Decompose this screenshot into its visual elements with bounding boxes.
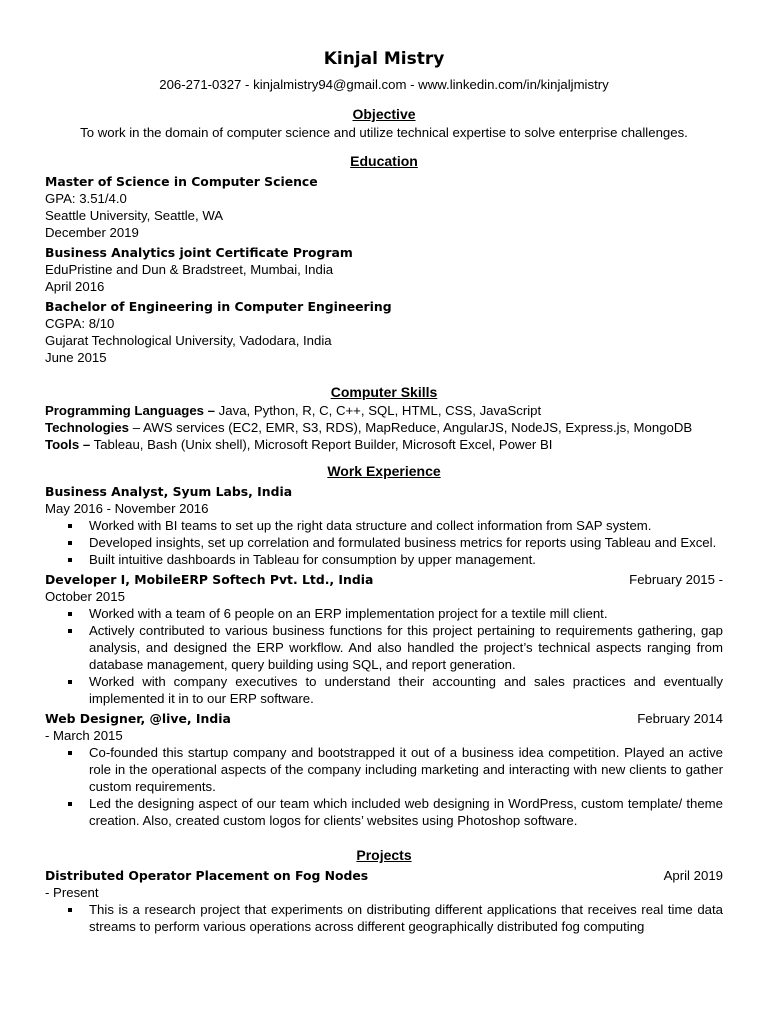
- skill-label: Tools –: [45, 437, 91, 452]
- education-entry: [45, 298, 723, 366]
- list-item: Built intuitive dashboards in Tableau for consumption by upper management.: [89, 551, 723, 568]
- job-bullets: [45, 605, 723, 707]
- education-entry: [45, 173, 723, 241]
- education-institution: EduPristine and Dun & Bradstreet, Mumbai, India: [45, 262, 334, 277]
- job-bullets: [45, 517, 723, 568]
- skill-row: [45, 402, 723, 419]
- objective-text: To work in the domain of computer science and utilize technical expertise to solve enterprise challenges.: [80, 125, 688, 140]
- project-date-start: April 2019: [663, 868, 723, 883]
- project-header: [45, 867, 723, 884]
- section-title-objective: Objective: [352, 106, 416, 122]
- list-item: Led the designing aspect of our team which included web designing in WordPress, custom template/ theme creation. Also, created custom logos for clients’ websites using Photoshop software.: [89, 796, 723, 828]
- job-title: Web Designer, @live, India: [45, 711, 231, 726]
- education-gpa: CGPA: 8/10: [45, 316, 115, 331]
- skill-label: Programming Languages –: [45, 403, 216, 418]
- contact-line: 206-271-0327 - kinjalmistry94@gmail.com - www.linkedin.com/in/kinjaljmistry: [159, 77, 609, 92]
- job-title: Business Analyst, Syum Labs, India: [45, 484, 293, 499]
- list-item: Worked with a team of 6 people on an ERP implementation project for a textile mill client.: [89, 605, 723, 622]
- section-title-experience: Work Experience: [327, 463, 441, 479]
- job-entry: [45, 483, 723, 568]
- job-bullets: [45, 744, 723, 829]
- project-bullets: [45, 901, 723, 935]
- education-entry: [45, 244, 723, 295]
- section-title-skills: Computer Skills: [330, 384, 438, 400]
- section-title-projects: Projects: [356, 847, 412, 863]
- job-date-start: February 2014: [637, 711, 723, 726]
- list-item: Worked with BI teams to set up the right data structure and collect information from SAP system.: [89, 517, 723, 534]
- education-date: April 2016: [45, 279, 105, 294]
- skill-row: [45, 436, 723, 453]
- project-title: Distributed Operator Placement on Fog Nodes: [45, 868, 369, 883]
- job-entry: [45, 710, 723, 829]
- skill-label: Technologies: [45, 420, 130, 435]
- list-item: This is a research project that experiments on distributing different applications that receives real time data streams to perform various operations across different geographically distributed fog computing: [89, 902, 723, 934]
- list-item: Developed insights, set up correlation and formulated business metrics for reports using Tableau and Excel.: [89, 534, 723, 551]
- education-degree: Master of Science in Computer Science: [45, 174, 318, 189]
- education-degree: Business Analytics joint Certificate Program: [45, 245, 353, 260]
- job-date-line: May 2016 - November 2016: [45, 501, 209, 516]
- education-degree: Bachelor of Engineering in Computer Engineering: [45, 299, 392, 314]
- list-item: Co-founded this startup company and bootstrapped it out of a business idea competition. Played an active role in the operational aspects of the company including marketing and interacting with new clients to gather custom requirements.: [89, 745, 723, 794]
- list-item: Actively contributed to various business functions for this project pertaining to requirements gathering, gap analysis, and designed the ERP workflow. And also handled the project’s technical aspects ranging from database management, query building using SQL, and report generation.: [89, 623, 723, 672]
- list-item: Worked with company executives to understand their accounting and sales practices and eventually implemented it in to our ERP software.: [89, 674, 723, 706]
- job-entry: [45, 571, 723, 707]
- candidate-name: Kinjal Mistry: [323, 49, 445, 69]
- job-date-line: October 2015: [45, 589, 125, 604]
- education-institution: Gujarat Technological University, Vadodara, India: [45, 333, 332, 348]
- job-date-line: - March 2015: [45, 728, 123, 743]
- job-header: [45, 483, 723, 500]
- section-title-education: Education: [350, 153, 418, 169]
- education-date: June 2015: [45, 350, 107, 365]
- job-date-start: February 2015 -: [629, 572, 723, 587]
- skill-value: – AWS services (EC2, EMR, S3, RDS), MapReduce, AngularJS, NodeJS, Express.js, MongoDB: [129, 420, 693, 435]
- education-date: December 2019: [45, 225, 139, 240]
- job-header: [45, 710, 723, 727]
- project-date-line: - Present: [45, 885, 99, 900]
- project-entry: [45, 867, 723, 935]
- job-header: [45, 571, 723, 588]
- education-gpa: GPA: 3.51/4.0: [45, 191, 127, 206]
- skill-row: [45, 419, 723, 436]
- skill-value: Java, Python, R, C, C++, SQL, HTML, CSS, JavaScript: [215, 403, 542, 418]
- job-title: Developer I, MobileERP Softech Pvt. Ltd., India: [45, 572, 374, 587]
- skill-value: Tableau, Bash (Unix shell), Microsoft Report Builder, Microsoft Excel, Power BI: [90, 437, 553, 452]
- education-institution: Seattle University, Seattle, WA: [45, 208, 224, 223]
